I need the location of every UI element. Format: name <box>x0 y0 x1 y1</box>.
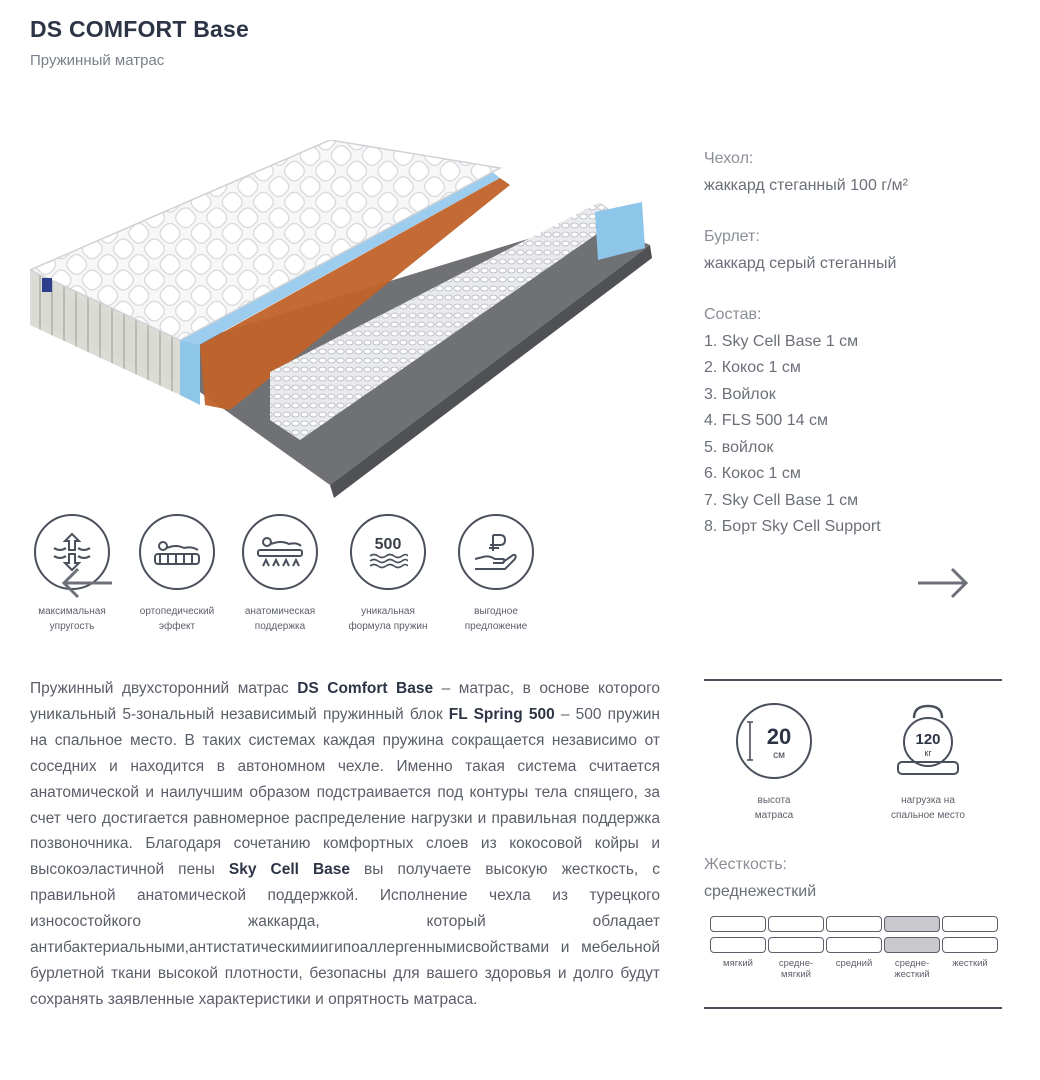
feature-caption: эффект <box>158 621 196 632</box>
stiffness-value: среднежесткий <box>704 883 817 900</box>
load-caption: спальное место <box>891 810 965 821</box>
border-label: Бурлет: <box>704 228 760 245</box>
height-unit: см <box>773 750 785 761</box>
feature-caption: предложение <box>464 621 528 632</box>
stiffness-level-medium-soft <box>768 916 824 980</box>
load-caption: нагрузка на <box>901 795 955 806</box>
stiffness-level-soft <box>710 916 766 969</box>
stiffness-segment <box>710 916 766 932</box>
description-text: – матрас, в основе которого уникальный 5-зональный независимый пружинный блок <box>30 680 661 723</box>
prev-arrow-icon[interactable] <box>60 566 114 600</box>
stiffness-segment <box>710 937 766 953</box>
feature-caption: выгодное <box>474 606 518 617</box>
orthopedic-icon <box>139 514 215 590</box>
height-gauge-icon <box>733 700 815 782</box>
description-bold: FL Spring 500 <box>448 705 555 723</box>
cover-label: Чехол: <box>704 150 754 167</box>
stiffness-level-label: средне- <box>778 958 814 969</box>
composition-spec <box>704 302 881 541</box>
stiffness-segment <box>768 937 824 953</box>
springs-500-icon <box>350 514 426 590</box>
stiffness-segment <box>942 916 998 932</box>
description-text: Пружинный двухсторонний матрас <box>30 680 298 697</box>
cover-value: жаккард стеганный 100 г/м² <box>704 176 908 194</box>
feature-caption: анатомическая <box>244 606 316 617</box>
springs-count: 500 <box>374 535 402 553</box>
kettlebell-icon <box>886 700 970 782</box>
height-value: 20 <box>766 724 792 749</box>
product-subtitle: Пружинный матрас <box>30 52 165 69</box>
divider <box>704 679 1002 681</box>
divider <box>704 1007 1002 1009</box>
height-info <box>714 700 834 823</box>
feature-anatomic <box>231 514 329 634</box>
feature-caption: упругость <box>49 621 95 632</box>
feature-orthopedic <box>128 514 226 634</box>
mattress-cutaway-image <box>30 140 670 500</box>
stiffness-segment <box>942 937 998 953</box>
stiffness-segment <box>768 916 824 932</box>
product-description <box>30 676 660 1013</box>
feature-caption: уникальная <box>361 606 415 617</box>
feature-caption: ортопедический <box>139 606 215 617</box>
feature-price <box>447 514 545 634</box>
ruble-hand-icon <box>458 514 534 590</box>
stiffness-level-label: жесткий <box>952 958 988 969</box>
feature-caption: максимальная <box>38 606 106 617</box>
cover-spec <box>704 146 908 199</box>
composition-item: 8. Борт Sky Cell Support <box>704 518 881 535</box>
load-value: 120 <box>915 731 941 748</box>
stiffness-level-label: средний <box>835 958 873 969</box>
stiffness-segment <box>826 937 882 953</box>
composition-label: Состав: <box>704 306 762 323</box>
composition-list <box>704 329 881 541</box>
stiffness-segment <box>826 916 882 932</box>
product-title: DS COMFORT Base <box>30 16 249 42</box>
composition-item: 1. Sky Cell Base 1 см <box>704 332 859 350</box>
stiffness-segment-active <box>884 937 940 953</box>
description-text: вы получаете высокую жесткость, с правильной анатомической поддержкой. Исполнение чехла из турецкого износостойкого жаккарда, который обладает антибактериальными,антистатическимиигипоаллергеннымисвойствами и мебельной бурлетной ткани высокой плотности, безопасны для вашего здоровья и долго будут сохранять заявленные характеристики и опрятность матраса. <box>30 861 660 1008</box>
feature-caption: поддержка <box>254 621 306 632</box>
description-bold: DS Comfort Base <box>297 680 434 697</box>
stiffness-level-medium-hard <box>884 916 940 980</box>
composition-item: 2. Кокос 1 см <box>704 359 801 376</box>
border-value: жаккард серый стеганный <box>704 254 897 272</box>
stiffness-level-label: жесткий <box>894 969 930 980</box>
description-text: – 500 пружин на спальное место. В таких системах каждая пружина сокращается независимо от соседних и находится в автономном чехле. Именно такая система считается анатомической и наилучшим образом подстраивается под контуры тела спящего, за счет чего достигается равномерное распределение нагрузки и правильная поддержка позвоночника. Благодаря сочетанию комфортных слоев из кокосовой койры и высокоэластичной пены <box>30 705 660 879</box>
stiffness-level-label: мягкий <box>781 969 811 980</box>
border-spec <box>704 224 896 277</box>
height-caption: высота <box>757 795 791 806</box>
stiffness-level-hard <box>942 916 998 969</box>
stiffness-level-label: мягкий <box>723 958 753 969</box>
composition-item: 4. FLS 500 14 см <box>704 412 828 429</box>
load-unit: кг <box>924 748 932 758</box>
composition-item: 5. войлок <box>704 438 774 456</box>
description-bold: Sky Cell Base <box>228 861 351 879</box>
stiffness-level-label: средне- <box>894 958 930 969</box>
stiffness-segment-active <box>884 916 940 932</box>
height-caption: матраса <box>754 810 794 821</box>
next-arrow-icon[interactable] <box>916 566 970 600</box>
composition-item: 7. Sky Cell Base 1 см <box>704 491 859 509</box>
composition-item: 3. Войлок <box>704 385 776 403</box>
anatomic-support-icon <box>242 514 318 590</box>
feature-springs <box>339 514 437 634</box>
stiffness-label: Жесткость: <box>704 856 787 873</box>
load-info <box>866 700 990 823</box>
feature-caption: формула пружин <box>348 621 428 632</box>
stiffness-level-medium <box>826 916 882 969</box>
composition-item: 6. Кокос 1 см <box>704 465 801 482</box>
